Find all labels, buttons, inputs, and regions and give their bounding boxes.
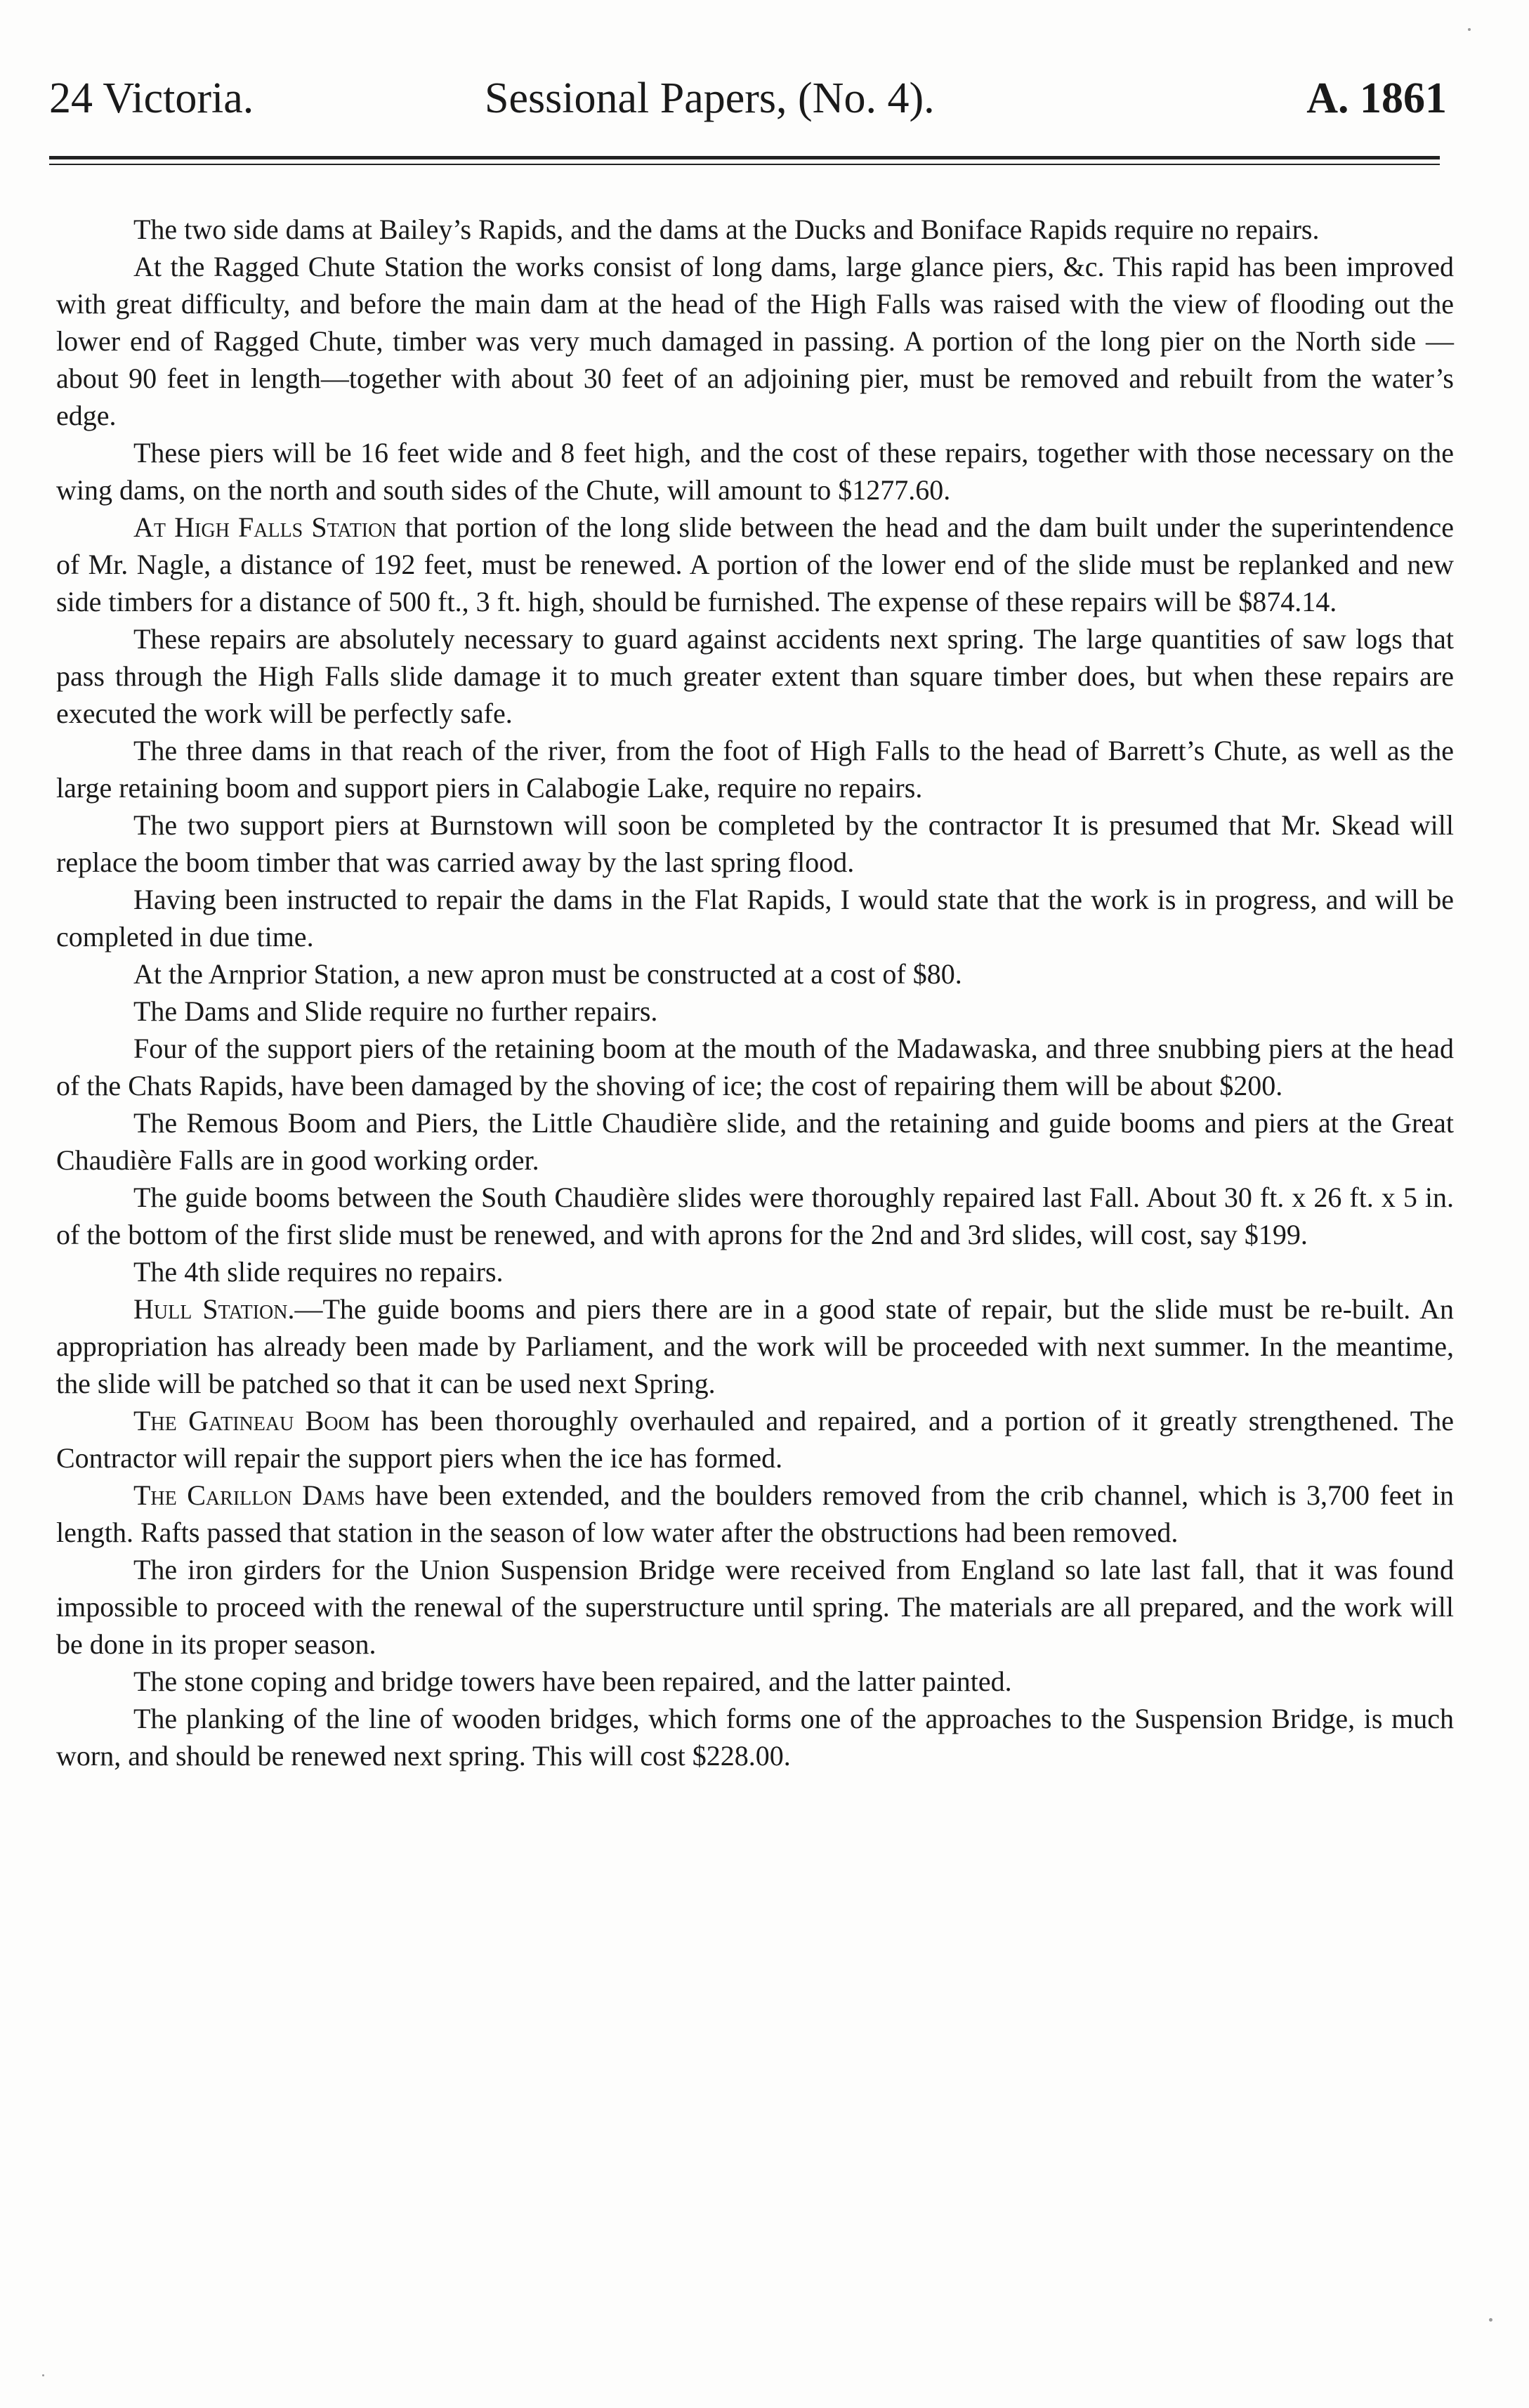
paragraph <box>56 1253 1454 1290</box>
print-speck <box>42 2374 44 2376</box>
paragraph-text: that portion of the long slide between the head and the dam built under the superintendence of Mr. Nagle, a distance of 192 feet, must be renewed. A portion of the lower end of the slide must be replanked and new side timbers for a distance of 500 ft., 3 ft. high, should be furnished. The expense of these repairs will be $874.14. <box>56 511 1454 617</box>
paragraph-text: The stone coping and bridge towers have been repaired, and the latter painted. <box>133 1666 1012 1697</box>
paragraph-text: These repairs are absolutely necessary to guard against accidents next spring. The large quantities of saw logs that pass through the High Falls slide damage it to much greater extent than square timber does, but when these repairs are executed the work will be perfectly safe. <box>56 623 1454 729</box>
paragraph <box>56 211 1454 248</box>
paragraph <box>56 732 1454 806</box>
paragraph-text: The two side dams at Bailey’s Rapids, and the dams at the Ducks and Boniface Rapids require no repairs. <box>133 214 1320 245</box>
paragraph-lead: The Carillon Dams <box>133 1479 365 1511</box>
paragraph <box>56 1477 1454 1551</box>
paragraph <box>56 806 1454 881</box>
print-speck <box>1489 2318 1492 2322</box>
paragraph-text: —The guide booms and piers there are in a good state of repair, but the slide must be re-built. An appropriation has already been made by Parliament, and the work will be proceeded with next summer. In the meantime, the slide will be patched so that it can be used next Spring. <box>56 1293 1454 1399</box>
paragraph <box>56 1663 1454 1700</box>
paragraph-text: Four of the support piers of the retaining boom at the mouth of the Madawaska, and three snubbing piers at the head of the Chats Rapids, have been damaged by the shoving of ice; the cost of repairing them will be about $200. <box>56 1033 1454 1101</box>
paragraph-text: has been thoroughly overhauled and repaired, and a portion of it greatly strengthened. The Contractor will repair the support piers when the ice has formed. <box>56 1405 1454 1474</box>
paragraph <box>56 1551 1454 1663</box>
paragraph <box>56 509 1454 620</box>
paragraph-lead: Hull Station. <box>133 1293 295 1325</box>
paragraph <box>56 1030 1454 1104</box>
paragraph <box>56 993 1454 1030</box>
header-rule-thick <box>49 156 1440 159</box>
paragraph-text: The two support piers at Burnstown will soon be completed by the contractor It is presumed that Mr. Skead will replace the boom timber that was carried away by the last spring flood. <box>56 809 1454 878</box>
paragraph-text: These piers will be 16 feet wide and 8 feet high, and the cost of these repairs, together with those necessary on the wing dams, on the north and south sides of the Chute, will amount to $1277.60. <box>56 437 1454 506</box>
header-rule-thin <box>49 164 1440 165</box>
paragraph-text: At the Ragged Chute Station the works consist of long dams, large glance piers, &c. This rapid has been improved with great difficulty, and before the main dam at the head of the High Falls was raised with the view of flooding out the lower end of Ragged Chute, timber was very much damaged in passing. A portion of the long pier on the North side —about 90 feet in length—together with about 30 feet of an adjoining pier, must be removed and rebuilt from the water’s edge. <box>56 251 1454 431</box>
header-title: Sessional Papers, (No. 4). <box>485 74 935 122</box>
report-body <box>56 211 1454 1774</box>
paragraph-lead: At High Falls Station <box>133 511 397 543</box>
paragraph-text: The Remous Boom and Piers, the Little Chaudière slide, and the retaining and guide booms and piers at the Great Chaudière Falls are in good working order. <box>56 1107 1454 1176</box>
paragraph <box>56 1179 1454 1253</box>
paragraph-text: The guide booms between the South Chaudière slides were thoroughly repaired last Fall. About 30 ft. x 26 ft. x 5 in. of the bottom of the first slide must be renewed, and with aprons for the 2nd and 3rd slides, will cost, say $199. <box>56 1182 1454 1250</box>
paragraph <box>56 434 1454 509</box>
paragraph-text: The 4th slide requires no repairs. <box>133 1256 504 1288</box>
paragraph <box>56 1700 1454 1774</box>
paragraph <box>56 248 1454 434</box>
paragraph <box>56 955 1454 993</box>
header-year: A. 1861 <box>1306 74 1447 122</box>
paragraph-text: The three dams in that reach of the river, from the foot of High Falls to the head of Barrett’s Chute, as well as the large retaining boom and support piers in Calabogie Lake, require no repairs. <box>56 735 1454 804</box>
paragraph-text: The Dams and Slide require no further repairs. <box>133 995 658 1027</box>
paragraph-text: have been extended, and the boulders removed from the crib channel, which is 3,700 feet in length. Rafts passed that station in the season of low water after the obstructions had been removed. <box>56 1479 1454 1548</box>
paragraph-text: Having been instructed to repair the dams in the Flat Rapids, I would state that the work is in progress, and will be completed in due time. <box>56 884 1454 953</box>
paragraph <box>56 620 1454 732</box>
paragraph <box>56 1104 1454 1179</box>
header-session: 24 Victoria. <box>49 74 254 122</box>
print-speck <box>1468 28 1471 31</box>
paragraph-text: The planking of the line of wooden bridges, which forms one of the approaches to the Suspension Bridge, is much worn, and should be renewed next spring. This will cost $228.00. <box>56 1703 1454 1772</box>
paragraph <box>56 1290 1454 1402</box>
paragraph-lead: The Gatineau Boom <box>133 1405 370 1437</box>
paragraph <box>56 1402 1454 1477</box>
paragraph-text: The iron girders for the Union Suspension Bridge were received from England so late last fall, that it was found impossible to proceed with the renewal of the superstructure until spring. The materials are all prepared, and the work will be done in its proper season. <box>56 1554 1454 1660</box>
paragraph <box>56 881 1454 955</box>
paragraph-text: At the Arnprior Station, a new apron must be constructed at a cost of $80. <box>133 958 962 990</box>
page-header <box>49 63 1447 133</box>
